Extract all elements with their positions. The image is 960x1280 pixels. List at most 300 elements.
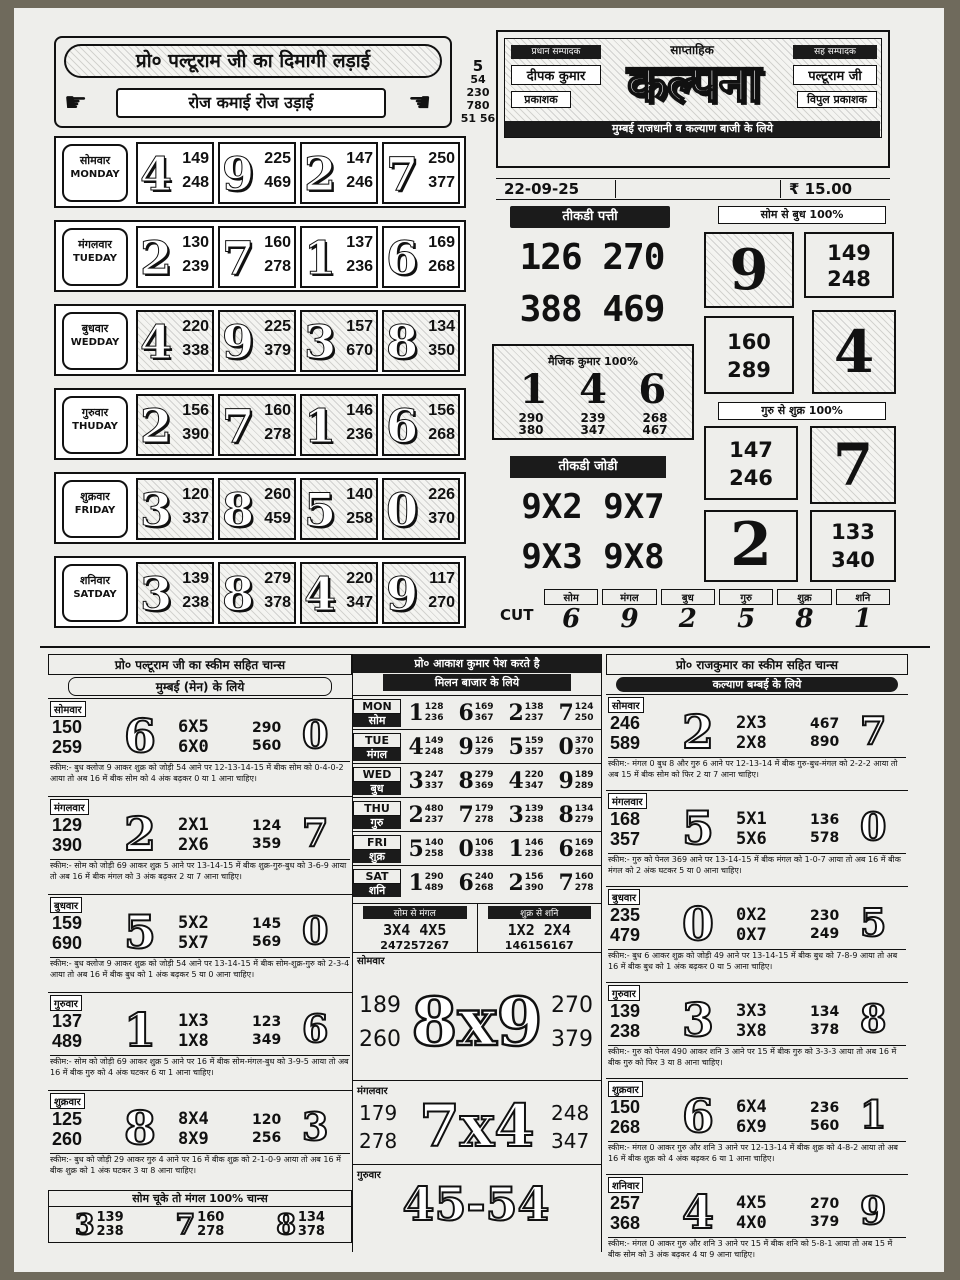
scheme-jodi: 8X4 8X9 — [178, 1109, 209, 1149]
open-digit: 3 — [140, 483, 173, 537]
scheme-day — [48, 698, 352, 796]
panel-1: 147 — [346, 150, 373, 167]
day-label — [62, 228, 128, 286]
col2-item: 0 106 338 — [458, 835, 494, 862]
scheme-day — [48, 1090, 352, 1188]
day-label — [62, 312, 128, 370]
col1 — [48, 654, 352, 1252]
scheme-end-digit: 1 — [860, 1092, 887, 1137]
tikdi-jodi-label: तीकडी जोडी — [510, 456, 666, 478]
scheme-panels: 150 268 — [610, 1097, 641, 1137]
day-cell — [218, 142, 296, 204]
scheme-panels-2: 236 560 — [810, 1100, 840, 1134]
scheme-day-label: गुरुवार — [50, 995, 82, 1011]
scheme-digit: 6 — [682, 1089, 715, 1143]
panel-2: 246 — [346, 174, 373, 191]
issue-date: 22-09-25 — [496, 180, 616, 198]
panel-1: 169 — [428, 234, 455, 251]
panel-2: 268 — [428, 426, 455, 443]
panel-2: 370 — [428, 510, 455, 527]
scheme-digit: 3 — [682, 993, 715, 1047]
som-budh-label: सोम से बुध 100% — [718, 206, 886, 224]
open-digit: 6 — [386, 399, 419, 453]
left-subtitle: रोज कमाई रोज उड़ाई — [116, 88, 386, 118]
day-cell — [218, 478, 296, 540]
day-cell — [218, 226, 296, 288]
panel-2: 238 — [182, 594, 209, 611]
day-cell — [382, 142, 460, 204]
scheme-text: स्कीम:- बुध को जोड़ी 29 आकर गुरु 4 आने पर 16 में बीक शुक्र को 2-1-0-9 आया तो अब 16 में बीक शुक्र को 1 अंक घटकर 3 या 8 आना चाहिए। — [50, 1153, 350, 1187]
scheme-digit: 5 — [682, 801, 715, 855]
open-digit: 0 — [386, 483, 419, 537]
col2-day: FRI शुक्र — [353, 835, 401, 863]
scheme-end-digit: 0 — [302, 908, 329, 953]
special-label: मैजिक कुमार 100% — [547, 355, 639, 368]
scheme-panels-2: 136 578 — [810, 812, 840, 846]
scheme-end-digit: 0 — [860, 804, 887, 849]
scheme-jodi: 0X2 0X7 — [736, 905, 767, 945]
panel-1: 117 — [429, 570, 455, 587]
open-digit: 9 — [222, 147, 255, 201]
col2-item: 0 370 370 — [558, 733, 594, 760]
tagline: मुम्बई राजधानी व कल्याण बाजी के लिये — [505, 121, 880, 137]
guru-shukra-digit2: 2 — [704, 510, 798, 582]
day-row — [54, 304, 466, 376]
panel-2: 379 — [264, 342, 291, 359]
scheme-jodi: 2X1 2X6 — [178, 815, 209, 855]
day-cell — [136, 226, 214, 288]
col2-item: 9 189 289 — [558, 767, 594, 794]
scheme-digit: 2 — [124, 807, 157, 861]
day-row — [54, 136, 466, 208]
col2-mon: सोमवार 189 260 8x9 270 379 — [353, 952, 601, 1080]
scheme-panels-2: 270 379 — [810, 1196, 840, 1230]
day-cell — [300, 562, 378, 624]
scheme-day-label: शनिवार — [608, 1177, 643, 1193]
side-numbers: 5 54 230 780 51 56 — [460, 57, 496, 125]
day-cell — [300, 310, 378, 372]
scheme-text: स्कीम:- सोम को जोड़ी 69 आकर शुक्र 5 आने पर 13-14-15 में बीक शुक्र-गुरु-बुध को 3-6-9 आया तो अब 16 में बीक मंगल को 3 अंक बढ़कर 2 या 7 आना चाहिए। — [50, 859, 350, 893]
scheme-panels-2: 124 359 — [252, 818, 282, 852]
day-cell — [382, 562, 460, 624]
scheme-panels: 129 390 — [52, 815, 83, 855]
left-tag: प्रकाशक — [511, 91, 571, 108]
panel-1: 226 — [428, 486, 455, 503]
scheme-text: स्कीम:- बुध क्लोज 9 आकर शुक्र को जोड़ी 54 आने पर 12-13-14-15 में बीक सोम को 0-4-0-2 आया तो अब 16 में बीक सोम को 4 अंक बढ़कर 0 या 1 आना चाहिए। — [50, 761, 350, 795]
day-row — [54, 220, 466, 292]
scheme-day — [606, 886, 908, 982]
som-budh-pair2: 160 289 — [704, 316, 794, 394]
open-digit: 8 — [222, 483, 255, 537]
footer-item: 7 160 278 — [175, 1208, 225, 1241]
col2-item: 5 140 258 — [408, 835, 444, 862]
col2-item: 7 160 278 — [558, 869, 594, 896]
open-digit: 9 — [386, 567, 419, 621]
open-digit: 8 — [222, 567, 255, 621]
cut-day: बुध — [661, 589, 715, 605]
som-budh-pair: 149 248 — [804, 232, 894, 298]
scheme-day — [606, 694, 908, 790]
day-hindi: शनिवार — [80, 574, 110, 587]
panel-1: 137 — [346, 234, 373, 251]
scheme-panels: 125 260 — [52, 1109, 83, 1149]
day-row — [54, 388, 466, 460]
cut-col — [659, 589, 717, 633]
right-role: सह सम्पादक — [793, 45, 877, 59]
day-cell — [218, 310, 296, 372]
newspaper-sheet — [14, 8, 944, 1272]
panel-1: 140 — [346, 486, 373, 503]
tikdi-patti-values: 126 270 388 469 — [519, 237, 665, 330]
panel-1: 160 — [264, 402, 291, 419]
day-label — [62, 396, 128, 454]
open-digit: 2 — [304, 147, 337, 201]
col2-day: THU गुरु — [353, 801, 401, 829]
scheme-day-label: बुधवार — [608, 889, 640, 905]
panel-1: 225 — [264, 318, 291, 335]
day-row — [54, 472, 466, 544]
day-cell — [382, 394, 460, 456]
col2-item: 4 220 347 — [508, 767, 544, 794]
special-pairs: 290 380 239 347 268 467 — [518, 411, 668, 437]
col2-day: MON सोम — [353, 699, 401, 727]
cut-col — [775, 589, 833, 633]
scheme-panels: 235 479 — [610, 905, 641, 945]
scheme-jodi: 1X3 1X8 — [178, 1011, 209, 1051]
scheme-digit: 2 — [682, 705, 715, 759]
guru-shukra-pair2: 133 340 — [810, 510, 896, 582]
col2-item: 5 159 357 — [508, 733, 544, 760]
special-box — [492, 344, 694, 440]
panel-1: 157 — [346, 318, 373, 335]
guru-shukra-pair: 147 246 — [704, 426, 798, 500]
col1-days — [48, 698, 352, 1188]
open-digit: 9 — [222, 315, 255, 369]
scheme-panels: 246 589 — [610, 713, 641, 753]
open-digit: 4 — [140, 147, 173, 201]
col2-item: 9 126 379 — [458, 733, 494, 760]
scheme-jodi: 4X5 4X0 — [736, 1193, 767, 1233]
col2-thu: गुरुवार 45-54 — [353, 1164, 601, 1234]
masthead-inner — [504, 38, 882, 138]
col2-item: 7 179 278 — [458, 801, 494, 828]
panel-1: 220 — [346, 570, 373, 587]
day-grid — [54, 136, 466, 630]
day-hindi: बुधवार — [81, 322, 109, 335]
scheme-day — [606, 1078, 908, 1174]
day-label — [62, 480, 128, 538]
scheme-end-digit: 3 — [302, 1104, 329, 1149]
panel-2: 347 — [346, 594, 373, 611]
day-cell — [136, 562, 214, 624]
scheme-digit: 6 — [124, 709, 157, 763]
panel-2: 459 — [264, 510, 291, 527]
scheme-day-label: शुक्रवार — [608, 1081, 643, 1097]
col2-item: 6 169 268 — [558, 835, 594, 862]
col2-row — [353, 695, 601, 729]
scheme-digit: 0 — [682, 897, 715, 951]
scheme-jodi: 2X3 2X8 — [736, 713, 767, 753]
day-hindi: सोमवार — [79, 154, 111, 167]
panel-1: 156 — [182, 402, 209, 419]
open-digit: 3 — [304, 315, 337, 369]
scheme-panels: 137 489 — [52, 1011, 83, 1051]
col2-row — [353, 831, 601, 865]
cut-value: 8 — [795, 604, 814, 634]
day-cell — [300, 226, 378, 288]
open-digit: 7 — [222, 399, 255, 453]
day-english: THUDAY — [72, 421, 118, 432]
scheme-day — [606, 982, 908, 1078]
day-label — [62, 144, 128, 202]
scheme-day — [48, 894, 352, 992]
day-hindi: गुरुवार — [81, 406, 109, 419]
panel-1: 279 — [264, 570, 291, 587]
scheme-end-digit: 9 — [860, 1188, 887, 1233]
col3-sub: कल्याण बम्बई के लिये — [616, 677, 898, 692]
day-cell — [382, 310, 460, 372]
date-bar — [496, 178, 890, 200]
panel-1: 120 — [182, 486, 209, 503]
scheme-panels: 168 357 — [610, 809, 641, 849]
col2-rows — [353, 695, 601, 899]
panel-1: 160 — [264, 234, 291, 251]
day-english: TUEDAY — [72, 253, 118, 264]
scheme-panels: 257 368 — [610, 1193, 641, 1233]
scheme-day-label: सोमवार — [608, 697, 644, 713]
open-digit: 7 — [386, 147, 419, 201]
left-title-box — [54, 36, 452, 128]
open-digit: 2 — [140, 399, 173, 453]
day-cell — [382, 226, 460, 288]
cut-col — [542, 589, 600, 633]
scheme-end-digit: 5 — [860, 900, 887, 945]
cut-col — [717, 589, 775, 633]
panel-1: 130 — [182, 234, 209, 251]
col2-item: 6 240 268 — [458, 869, 494, 896]
day-cell — [136, 478, 214, 540]
cut-col — [834, 589, 892, 633]
panel-1: 250 — [428, 150, 455, 167]
col2-day: SAT शनि — [353, 869, 401, 897]
col2-item: 3 139 238 — [508, 801, 544, 828]
open-digit: 1 — [304, 231, 337, 285]
scheme-panels-2: 120 256 — [252, 1112, 282, 1146]
cut-day: शनि — [836, 589, 890, 605]
scheme-digit: 4 — [682, 1185, 715, 1239]
panel-2: 338 — [182, 342, 209, 359]
col2 — [352, 654, 602, 1252]
scheme-panels: 159 690 — [52, 913, 83, 953]
cut-value: 5 — [737, 604, 756, 634]
col3-title: प्रो० राजकुमार का स्कीम सहित चान्स — [606, 654, 908, 675]
right-tag: विपुल प्रकाशक — [797, 91, 877, 108]
scheme-digit: 8 — [124, 1101, 157, 1155]
col2-item: 3 247 337 — [408, 767, 444, 794]
scheme-text: स्कीम:- मंगल 0 आकर गुरु और शनि 3 आने पर 15 में बीक शनि को 5-8-1 आया तो अब 15 में बीक सोम को 3 अंक बढ़कर 4 या 9 आना चाहिए। — [608, 1237, 906, 1269]
panel-1: 149 — [182, 150, 209, 167]
left-name: दीपक कुमार — [511, 65, 601, 85]
panel-2: 350 — [428, 342, 455, 359]
scheme-end-digit: 7 — [302, 810, 329, 855]
col2-row — [353, 865, 601, 899]
col2-day: TUE मंगल — [353, 733, 401, 761]
panel-1: 146 — [346, 402, 373, 419]
scheme-jodi: 6X5 6X0 — [178, 717, 209, 757]
scheme-text: स्कीम:- बुध क्लोज 9 आकर शुक्र को जोड़ी 54 आने पर 13-14-15 में बीक सोम-शुक्र-गुरु को 2-3-4 आया तो अब 16 में बीक बुध को 1 अंक बढ़कर 5 या 0 आना चाहिए। — [50, 957, 350, 991]
scheme-end-digit: 0 — [302, 712, 329, 757]
col2-item: 4 149 248 — [408, 733, 444, 760]
col2-item: 1 128 236 — [408, 699, 444, 726]
scheme-digit: 5 — [124, 905, 157, 959]
col2-item: 6 169 367 — [458, 699, 494, 726]
col2-item: 2 156 390 — [508, 869, 544, 896]
open-digit: 8 — [386, 315, 419, 369]
cut-value: 2 — [678, 604, 697, 634]
tikdi-patti-label: तीकडी पत्ती — [510, 206, 670, 228]
panel-2: 377 — [428, 174, 455, 191]
open-digit: 6 — [386, 231, 419, 285]
som-budh-digit2: 4 — [812, 310, 896, 394]
scheme-panels-2: 467 890 — [810, 716, 840, 750]
scheme-jodi: 5X1 5X6 — [736, 809, 767, 849]
scheme-jodi: 5X2 5X7 — [178, 913, 209, 953]
panel-2: 248 — [182, 174, 209, 191]
cut-label: CUT — [500, 606, 534, 624]
day-english: SATDAY — [73, 589, 117, 600]
col3-days — [606, 694, 908, 1270]
cut-day: सोम — [544, 589, 598, 605]
special-digits: 1 4 6 — [519, 366, 667, 413]
scheme-panels-2: 145 569 — [252, 916, 282, 950]
day-cell — [382, 478, 460, 540]
col1-sub: मुम्बई (मेन) के लिये — [68, 677, 332, 696]
col2-item: 7 124 250 — [558, 699, 594, 726]
col2-row — [353, 797, 601, 831]
cut-col — [600, 589, 658, 633]
panel-2: 236 — [346, 426, 373, 443]
scheme-jodi: 6X4 6X9 — [736, 1097, 767, 1137]
panel-1: 225 — [264, 150, 291, 167]
col2-row — [353, 763, 601, 797]
col2-row — [353, 729, 601, 763]
panel-2: 337 — [182, 510, 209, 527]
scheme-day-label: शुक्रवार — [50, 1093, 85, 1109]
scheme-text: स्कीम:- मंगल 0 आकर गुरु और शनि 3 आने पर 12-13-14 में बीक शुक्र को 4-8-2 आया तो अब 16 में बीक शुक्र को 4 अंक बढ़कर 6 या 1 आना चाहिए। — [608, 1141, 906, 1173]
scheme-panels-2: 290 560 — [252, 720, 282, 754]
panel-1: 156 — [428, 402, 455, 419]
panel-2: 469 — [264, 174, 291, 191]
masthead — [496, 30, 890, 168]
panel-2: 670 — [346, 342, 373, 359]
day-cell — [300, 142, 378, 204]
open-digit: 4 — [140, 315, 173, 369]
panel-2: 270 — [428, 594, 455, 611]
panel-1: 260 — [264, 486, 291, 503]
hand-icon: ☚ — [408, 88, 432, 118]
scheme-panels-2: 123 349 — [252, 1014, 282, 1048]
day-hindi: मंगलवार — [78, 238, 112, 251]
col2-item: 8 279 369 — [458, 767, 494, 794]
open-digit: 5 — [304, 483, 337, 537]
col2-day: WED बुध — [353, 767, 401, 795]
col2-sub: मिलन बाजार के लिये — [383, 674, 571, 691]
panel-1: 139 — [182, 570, 209, 587]
scheme-day-label: बुधवार — [50, 897, 82, 913]
scheme-day-label: सोमवार — [50, 701, 86, 717]
scheme-text: स्कीम:- बुध 6 आकर शुक्र को जोड़ी 49 आने पर 13-14-15 में बीक बुध को 7-8-9 आया तो अब 16 में बीक बुध को 1 अंक बढ़कर 0 या 5 आना चाहिए। — [608, 949, 906, 981]
day-label — [62, 564, 128, 622]
col2-item: 1 146 236 — [508, 835, 544, 862]
day-english: FRIDAY — [74, 505, 116, 516]
tikdi-jodi-values: 9X2 9X7 9X3 9X8 — [521, 487, 665, 577]
scheme-day — [48, 992, 352, 1090]
scheme-jodi: 3X3 3X8 — [736, 1001, 767, 1041]
scheme-panels: 150 259 — [52, 717, 83, 757]
scheme-day-label: मंगलवार — [50, 799, 89, 815]
panel-1: 134 — [428, 318, 455, 335]
col2-title: प्रो० आकाश कुमार पेश करते है — [353, 654, 601, 673]
footer-item: 3 139 238 — [75, 1208, 124, 1241]
scheme-day — [606, 790, 908, 886]
panel-2: 239 — [182, 258, 209, 275]
cut-value: 6 — [562, 604, 581, 634]
scheme-text: स्कीम:- गुरु को पेनल 490 आकर शनि 3 आने पर 15 में बीक गुरु को 3-3-3 आया तो अब 16 में बीक गुरु को फिर 3 या 8 आना चाहिए। — [608, 1045, 906, 1077]
open-digit: 3 — [140, 567, 173, 621]
day-hindi: शुक्रवार — [80, 490, 110, 503]
scheme-text: स्कीम:- मंगल 0 बुध 8 और गुरु 6 आने पर 12-13-14 में बीक गुरु-बुध-मंगल को 2-2-2 आया तो अब 15 में बीक सोम को फिर 2 या 7 आना चाहिए। — [608, 757, 906, 789]
col2-item: 8 134 279 — [558, 801, 594, 828]
scheme-panels-2: 134 378 — [810, 1004, 840, 1038]
footer-item: 8 134 378 — [276, 1208, 325, 1241]
col2-item: 2 480 237 — [408, 801, 444, 828]
scheme-end-digit: 7 — [860, 708, 887, 753]
divider — [40, 646, 930, 648]
cut-row — [542, 588, 892, 634]
panel-2: 378 — [264, 594, 291, 611]
cut-day: मंगल — [602, 589, 656, 605]
day-cell — [218, 562, 296, 624]
panel-2: 278 — [264, 258, 291, 275]
panel-2: 278 — [264, 426, 291, 443]
panel-2: 268 — [428, 258, 455, 275]
panel-2: 258 — [346, 510, 373, 527]
cut-value: 9 — [620, 604, 639, 634]
col2-tue: मंगलवार 179 278 7x4 248 347 — [353, 1080, 601, 1164]
scheme-day — [606, 1174, 908, 1270]
day-cell — [300, 478, 378, 540]
scheme-text: स्कीम:- गुरु को पेनल 369 आने पर 13-14-15 में बीक मंगल को 1-0-7 आया तो अब 16 में बीक मंगल को 2 अंक घटकर 5 या 0 आना चाहिए। — [608, 853, 906, 885]
col2-ranges: सोम से मंगल 3X4 4X5 247257267 शुक्र से शनि 1X2 2X4 146156167 — [353, 903, 601, 952]
open-digit: 4 — [304, 567, 337, 621]
day-english: WEDDAY — [70, 337, 120, 348]
price: ₹ 15.00 — [780, 180, 890, 198]
day-cell — [136, 310, 214, 372]
panel-2: 236 — [346, 258, 373, 275]
day-cell — [136, 142, 214, 204]
scheme-text: स्कीम:- सोम को जोड़ी 69 आकर शुक्र 5 आने पर 16 में बीक सोम-मंगल-बुध को 3-9-5 आया तो अब 16 में बीक गुरु को 4 अंक घटकर 6 या 1 आना चाहिए। — [50, 1055, 350, 1089]
open-digit: 7 — [222, 231, 255, 285]
day-cell — [218, 394, 296, 456]
day-cell — [136, 394, 214, 456]
som-budh-digit: 9 — [704, 232, 794, 308]
panel-1: 220 — [182, 318, 209, 335]
day-cell — [300, 394, 378, 456]
scheme-digit: 1 — [124, 1003, 157, 1057]
newspaper-title: कल्पना — [626, 53, 762, 114]
cut-day: गुरु — [719, 589, 773, 605]
scheme-panels: 139 238 — [610, 1001, 641, 1041]
